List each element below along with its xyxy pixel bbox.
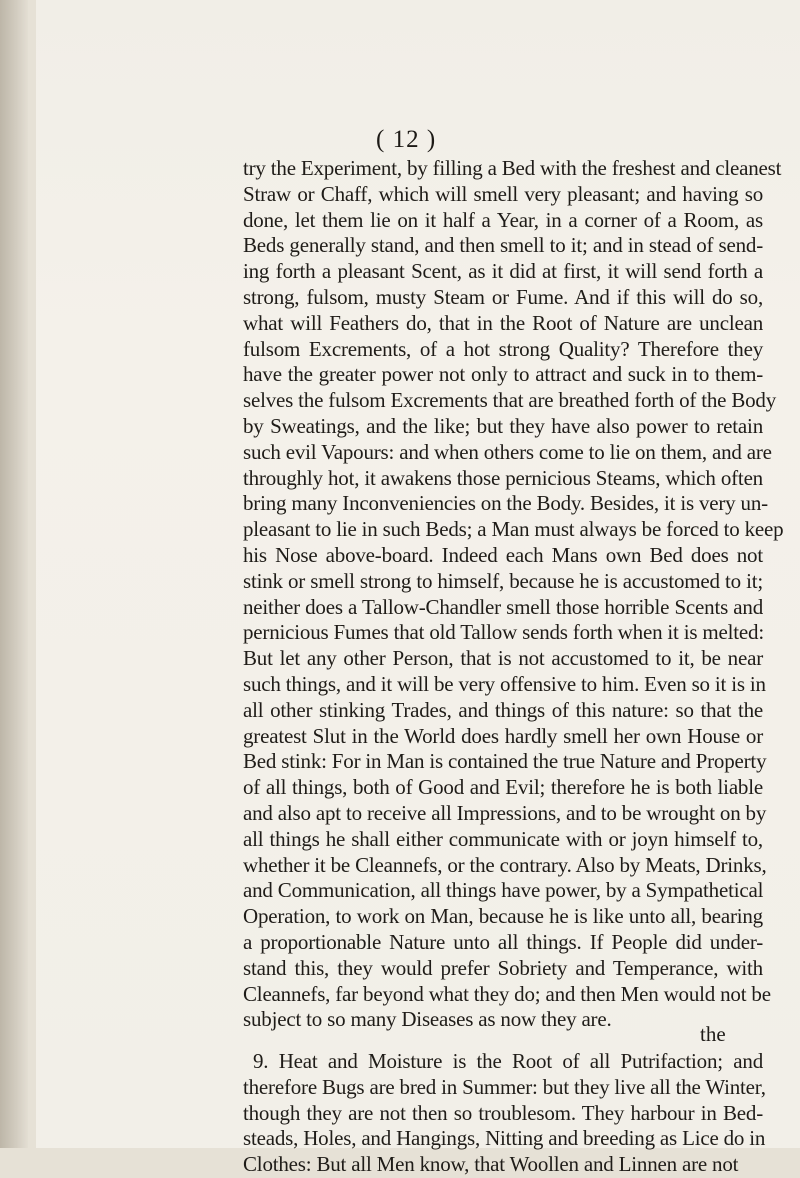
book-gutter: [0, 0, 28, 1148]
text-line: Clothes: But all Men know, that Woollen and Linnen are not: [243, 1152, 739, 1177]
text-line: Bed stink: For in Man is contained the true Nature and Property: [243, 749, 767, 774]
text-line: Cleannefs, far beyond what they do; and then Men would not be: [243, 981, 771, 1006]
text-line: 9. Heat and Moisture is the Root of all Putrifaction; and: [253, 1049, 763, 1074]
text-line: stink or smell strong to himself, because he is accustomed to it;: [243, 568, 763, 593]
text-line: try the Experiment, by filling a Bed with the freshest and cleanest: [243, 156, 782, 180]
text-line: by Sweatings, and the like; but they have also power to retain: [243, 413, 763, 438]
text-line: Straw or Chaff, which will smell very pleasant; and having so: [243, 181, 763, 206]
text-line: fulsom Excrements, of a hot strong Quality? Therefore they: [243, 336, 763, 361]
text-line: a proportionable Nature unto all things. If People did under-: [243, 929, 763, 954]
text-line: bring many Inconveniencies on the Body. Besides, it is very un-: [243, 491, 768, 516]
text-line: though they are not then so troublesom. They harbour in Bed-: [243, 1100, 763, 1125]
paragraph-2: [243, 1049, 766, 1178]
text-line: subject to so many Diseases as now they are.: [243, 1007, 612, 1032]
text-line: what will Feathers do, that in the Root of Nature are unclean: [243, 310, 763, 335]
text-line: have the greater power not only to attract and suck in to them-: [243, 362, 763, 387]
text-line: Operation, to work on Man, because he is like unto all, bearing: [243, 904, 763, 929]
text-line: whether it be Cleannefs, or the contrary. Also by Meats, Drinks,: [243, 852, 767, 877]
text-line: his Nose above-board. Indeed each Mans own Bed does not: [243, 542, 763, 567]
text-line: throughly hot, it awakens those pernicious Steams, which often: [243, 465, 763, 490]
text-line: and Communication, all things have power, by a Sympathetical: [243, 878, 764, 903]
text-line: But let any other Person, that is not accustomed to it, be near: [243, 646, 763, 671]
text-line: such evil Vapours: and when others come to lie on them, and are: [243, 439, 772, 464]
text-line: greatest Slut in the World does hardly smell her own House or: [243, 723, 763, 748]
text-line: ing forth a pleasant Scent, as it did at first, it will send forth a: [243, 259, 763, 284]
text-line: such things, and it will be very offensive to him. Even so it is in: [243, 671, 766, 696]
text-line: done, let them lie on it half a Year, in a corner of a Room, as: [243, 207, 763, 232]
text-line: selves the fulsom Excrements that are breathed forth of the Body: [243, 388, 777, 413]
page-number: ( 12 ): [376, 126, 437, 153]
text-block: [243, 156, 784, 1178]
text-line: Beds generally stand, and then smell to it; and in stead of send-: [243, 233, 763, 258]
text-line: all other stinking Trades, and things of this nature: so that the: [243, 697, 763, 722]
paragraph-gap: [243, 1033, 763, 1049]
text-line: steads, Holes, and Hangings, Nitting and breeding as Lice do in: [243, 1126, 766, 1151]
text-line: therefore Bugs are bred in Summer: but they live all the Winter,: [243, 1074, 766, 1099]
text-line: strong, fulsom, musty Steam or Fume. And if this will do so,: [243, 284, 763, 309]
text-line: pleasant to lie in such Beds; a Man must always be forced to keep: [243, 517, 784, 542]
text-line: stand this, they would prefer Sobriety and Temperance, with: [243, 955, 763, 980]
text-line: all things he shall either communicate with or joyn himself to,: [243, 826, 763, 851]
catchword: the: [700, 1022, 726, 1046]
text-line: pernicious Fumes that old Tallow sends forth when it is melted:: [243, 620, 764, 645]
paragraph-1: [243, 156, 784, 1033]
text-line: neither does a Tallow-Chandler smell those horrible Scents and: [243, 594, 763, 619]
text-line: of all things, both of Good and Evil; therefore he is both liable: [243, 775, 763, 800]
text-line: and also apt to receive all Impressions, and to be wrought on by: [243, 800, 767, 825]
